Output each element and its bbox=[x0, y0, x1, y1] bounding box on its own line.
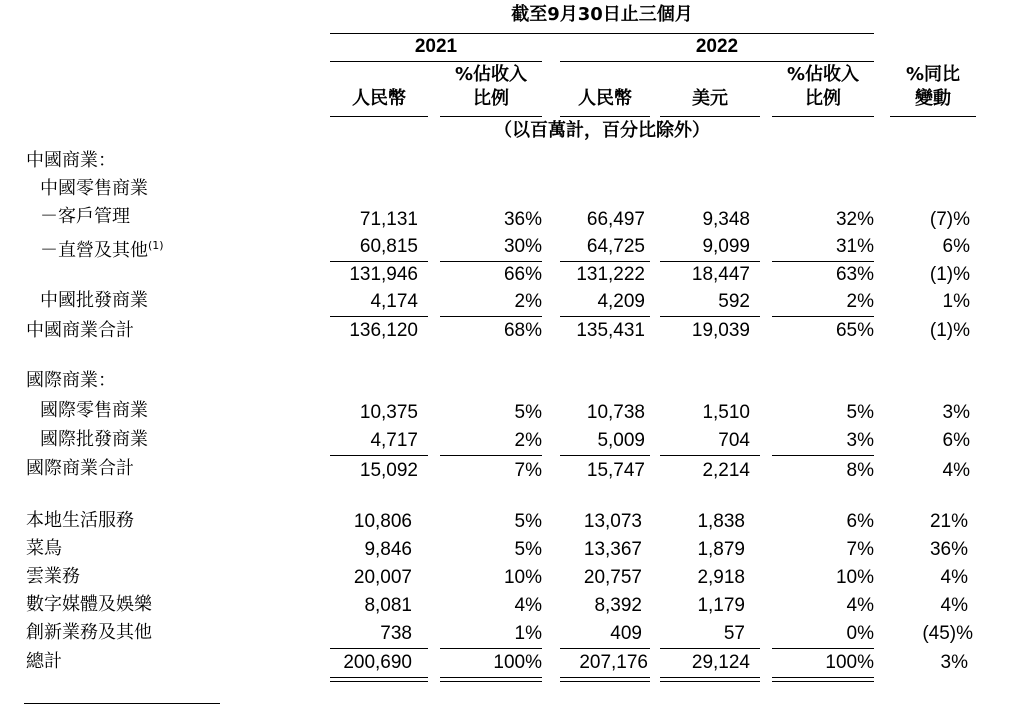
grand-total-rule bbox=[772, 648, 874, 649]
total-rule bbox=[440, 316, 542, 317]
cell-2022-pct: 4% bbox=[846, 595, 874, 616]
grand-total-rule bbox=[440, 648, 542, 649]
row-label: 中國零售商業 bbox=[40, 178, 148, 199]
cell-2022-rmb: 13,367 bbox=[583, 539, 642, 560]
cell-2021-pct: 5% bbox=[514, 402, 542, 423]
cell-2022-usd: 704 bbox=[718, 430, 750, 451]
cell-2022-pct: 65% bbox=[835, 320, 874, 341]
cell-yoy: 6% bbox=[942, 430, 970, 451]
row-label: 國際零售商業 bbox=[40, 400, 148, 421]
cell-2022-rmb: 15,747 bbox=[586, 460, 645, 481]
cell-2022-usd: 1,838 bbox=[697, 511, 745, 532]
row-label: 數字媒體及娛樂 bbox=[26, 594, 152, 615]
cell-2021-pct: 10% bbox=[503, 567, 542, 588]
cell-2022-usd: 9,099 bbox=[702, 236, 750, 257]
row-label: 國際商業： bbox=[26, 370, 116, 391]
cell-2021-pct: 68% bbox=[503, 320, 542, 341]
period-underline bbox=[330, 33, 874, 34]
footnote-separator bbox=[24, 703, 220, 704]
row-label: 菜鳥 bbox=[26, 538, 62, 559]
double-rule bbox=[660, 681, 760, 682]
cell-2022-rmb: 4,209 bbox=[597, 291, 645, 312]
cell-2022-rmb: 135,431 bbox=[576, 320, 645, 341]
row-label: 中國批發商業 bbox=[40, 290, 148, 311]
cell-2022-pct: 8% bbox=[846, 460, 874, 481]
cell-2022-pct: 0% bbox=[846, 623, 874, 644]
cell-2022-rmb: 20,757 bbox=[583, 567, 642, 588]
row-label: －客戶管理 bbox=[40, 206, 130, 227]
cell-2022-rmb: 409 bbox=[610, 623, 642, 644]
year-2021-underline bbox=[330, 61, 542, 62]
double-rule bbox=[660, 677, 760, 678]
year-2022-heading: 2022 bbox=[695, 36, 739, 57]
cell-2021-rmb: 8,081 bbox=[364, 595, 412, 616]
cell-2021-rmb: 136,120 bbox=[349, 320, 418, 341]
year-2022-underline bbox=[560, 61, 874, 62]
cell-yoy: 36% bbox=[929, 539, 968, 560]
cell-2022-usd: 2,214 bbox=[702, 460, 750, 481]
cell-2022-usd: 1,879 bbox=[697, 539, 745, 560]
cell-2022-rmb: 13,073 bbox=[583, 511, 642, 532]
header-underline-2022-rmb bbox=[560, 116, 650, 117]
col-yoy-line1: %同比 bbox=[905, 64, 961, 85]
grand-total-rule bbox=[660, 648, 760, 649]
total-rule bbox=[660, 455, 760, 456]
grand-total-rule bbox=[330, 648, 428, 649]
col-2021-rmb: 人民幣 bbox=[352, 88, 406, 109]
cell-2022-usd: 19,039 bbox=[691, 320, 750, 341]
subtotal-rule bbox=[660, 261, 760, 262]
cell-2021-pct: 66% bbox=[503, 264, 542, 285]
row-label: －直營及其他$^{(1)}$ bbox=[40, 239, 164, 261]
total-rule bbox=[560, 455, 650, 456]
col-2021-pct-line1: %佔收入 bbox=[454, 64, 528, 85]
cell-2022-rmb: 66,497 bbox=[586, 209, 645, 230]
total-rule bbox=[772, 316, 874, 317]
row-label: 總計 bbox=[26, 651, 62, 672]
cell-2021-rmb: 60,815 bbox=[359, 236, 418, 257]
cell-2021-rmb: 71,131 bbox=[359, 209, 418, 230]
double-rule bbox=[440, 677, 542, 678]
header-underline-2022-usd bbox=[660, 116, 760, 117]
subtotal-rule bbox=[440, 261, 542, 262]
cell-2022-usd: 57 bbox=[723, 623, 745, 644]
subtotal-rule bbox=[330, 261, 428, 262]
cell-2021-rmb: 738 bbox=[380, 623, 412, 644]
cell-2021-pct: 100% bbox=[493, 652, 542, 673]
total-rule bbox=[330, 455, 428, 456]
row-label: 本地生活服務 bbox=[26, 510, 134, 531]
cell-2022-pct: 7% bbox=[846, 539, 874, 560]
cell-2022-rmb: 8,392 bbox=[594, 595, 642, 616]
col-yoy-line2: 變動 bbox=[915, 88, 951, 109]
double-rule bbox=[560, 681, 650, 682]
footnote-marker: (1) bbox=[148, 239, 164, 252]
cell-yoy: (7)% bbox=[929, 209, 970, 230]
cell-yoy: 6% bbox=[942, 236, 970, 257]
cell-2022-usd: 29,124 bbox=[691, 652, 750, 673]
row-label: 中國商業： bbox=[26, 150, 116, 171]
cell-yoy: (45)% bbox=[922, 623, 973, 644]
row-label: 中國商業合計 bbox=[26, 320, 134, 341]
cell-2021-pct: 5% bbox=[514, 539, 542, 560]
cell-2022-rmb: 64,725 bbox=[586, 236, 645, 257]
cell-yoy: 4% bbox=[940, 567, 968, 588]
double-rule bbox=[440, 681, 542, 682]
cell-2021-rmb: 4,717 bbox=[370, 430, 418, 451]
cell-2021-pct: 4% bbox=[514, 595, 542, 616]
cell-2022-usd: 1,510 bbox=[702, 402, 750, 423]
cell-2022-pct: 31% bbox=[835, 236, 874, 257]
header-underline-2022-pct bbox=[772, 116, 874, 117]
col-2022-pct-line1: %佔收入 bbox=[786, 64, 860, 85]
cell-2022-rmb: 207,176 bbox=[579, 652, 648, 673]
cell-yoy: (1)% bbox=[929, 264, 970, 285]
cell-2022-rmb: 10,738 bbox=[586, 402, 645, 423]
row-label: 國際商業合計 bbox=[26, 458, 134, 479]
cell-2021-rmb: 131,946 bbox=[349, 264, 418, 285]
total-rule bbox=[560, 316, 650, 317]
double-rule bbox=[772, 677, 874, 678]
cell-2021-rmb: 4,174 bbox=[370, 291, 418, 312]
double-rule bbox=[330, 677, 428, 678]
cell-2022-pct: 2% bbox=[846, 291, 874, 312]
cell-2022-usd: 9,348 bbox=[702, 209, 750, 230]
cell-2021-pct: 30% bbox=[503, 236, 542, 257]
header-underline-2021-pct bbox=[440, 116, 542, 117]
col-2022-pct-line2: 比例 bbox=[805, 88, 841, 109]
unit-note: （以百萬計，百分比除外） bbox=[494, 120, 710, 141]
cell-2021-pct: 7% bbox=[514, 460, 542, 481]
total-rule bbox=[772, 455, 874, 456]
cell-2022-rmb: 5,009 bbox=[597, 430, 645, 451]
cell-2022-usd: 18,447 bbox=[691, 264, 750, 285]
period-heading: 截至9月30日止三個月 bbox=[511, 4, 693, 25]
col-2022-rmb: 人民幣 bbox=[578, 88, 632, 109]
cell-2021-rmb: 9,846 bbox=[364, 539, 412, 560]
cell-2022-pct: 6% bbox=[846, 511, 874, 532]
cell-yoy: (1)% bbox=[929, 320, 970, 341]
cell-2022-pct: 3% bbox=[846, 430, 874, 451]
row-label: 國際批發商業 bbox=[40, 429, 148, 450]
cell-2022-pct: 10% bbox=[835, 567, 874, 588]
cell-2022-usd: 1,179 bbox=[697, 595, 745, 616]
cell-2021-rmb: 10,806 bbox=[353, 511, 412, 532]
cell-yoy: 4% bbox=[942, 460, 970, 481]
header-underline-2021-rmb bbox=[330, 116, 428, 117]
cell-2021-pct: 36% bbox=[503, 209, 542, 230]
subtotal-rule bbox=[772, 261, 874, 262]
grand-total-rule bbox=[560, 648, 650, 649]
cell-2022-usd: 592 bbox=[718, 291, 750, 312]
cell-2022-pct: 32% bbox=[835, 209, 874, 230]
total-rule bbox=[330, 316, 428, 317]
cell-2021-pct: 2% bbox=[514, 291, 542, 312]
cell-yoy: 1% bbox=[942, 291, 970, 312]
cell-2022-pct: 100% bbox=[825, 652, 874, 673]
cell-2021-pct: 1% bbox=[514, 623, 542, 644]
year-2021-heading: 2021 bbox=[414, 36, 458, 57]
cell-2021-pct: 2% bbox=[514, 430, 542, 451]
header-underline-yoy bbox=[890, 116, 976, 117]
row-label: 雲業務 bbox=[26, 566, 80, 587]
cell-2022-pct: 63% bbox=[835, 264, 874, 285]
cell-yoy: 3% bbox=[942, 402, 970, 423]
cell-yoy: 21% bbox=[929, 511, 968, 532]
subtotal-rule bbox=[560, 261, 650, 262]
cell-2021-rmb: 10,375 bbox=[359, 402, 418, 423]
cell-2021-rmb: 15,092 bbox=[359, 460, 418, 481]
double-rule bbox=[560, 677, 650, 678]
col-2021-pct-line2: 比例 bbox=[473, 88, 509, 109]
cell-yoy: 3% bbox=[940, 652, 968, 673]
cell-2022-rmb: 131,222 bbox=[576, 264, 645, 285]
cell-yoy: 4% bbox=[940, 595, 968, 616]
cell-2021-rmb: 20,007 bbox=[353, 567, 412, 588]
total-rule bbox=[440, 455, 542, 456]
cell-2021-rmb: 200,690 bbox=[343, 652, 412, 673]
double-rule bbox=[772, 681, 874, 682]
cell-2021-pct: 5% bbox=[514, 511, 542, 532]
col-2022-usd: 美元 bbox=[692, 88, 728, 109]
cell-2022-usd: 2,918 bbox=[697, 567, 745, 588]
total-rule bbox=[660, 316, 760, 317]
double-rule bbox=[330, 681, 428, 682]
cell-2022-pct: 5% bbox=[846, 402, 874, 423]
row-label: 創新業務及其他 bbox=[26, 622, 152, 643]
